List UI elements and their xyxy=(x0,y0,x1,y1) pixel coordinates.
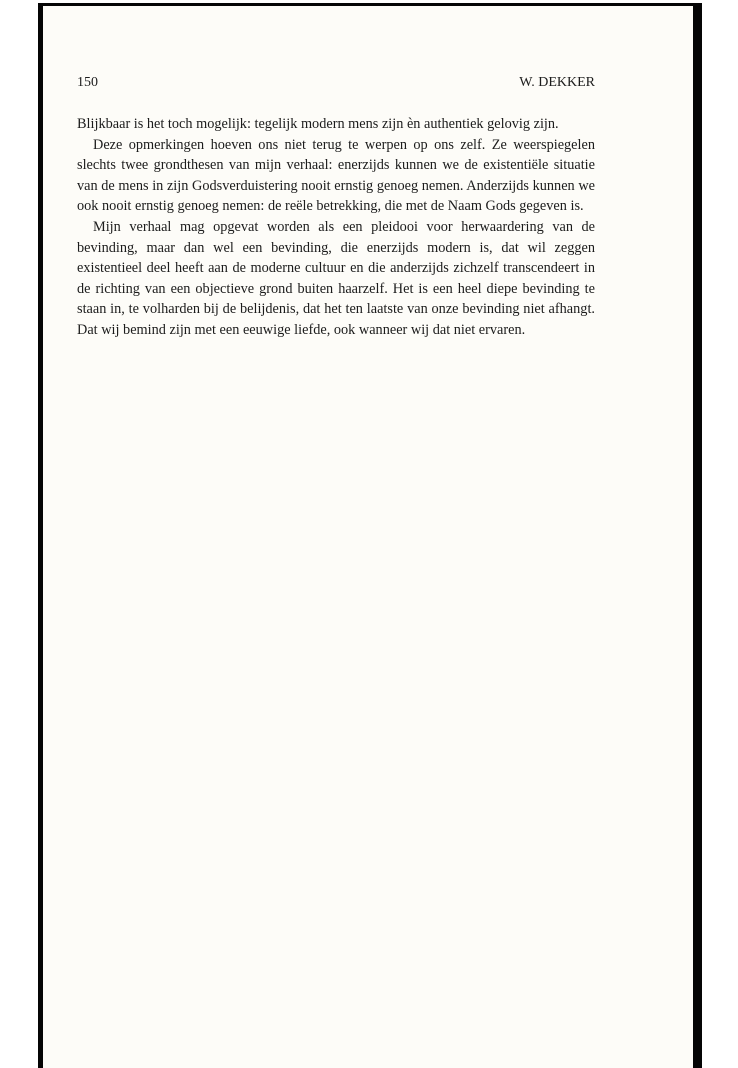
paragraph-3: Mijn verhaal mag opgevat worden als een pleidooi voor herwaardering van de bevinding, maar dan wel een bevinding, die enerzijds modern is, dat wil zeggen existentieel deel heeft aan de moderne cultuur en die anderzijds zichzelf transcendeert in de richting van een objectieve grond buiten haarzelf. Het is een heel diepe bevinding te staan in, te volharden bij de belijdenis, dat het ten laatste van onze bevinding niet afhangt. Dat wij bemind zijn met een eeuwige liefde, ook wanneer wij dat niet ervaren. xyxy=(77,218,595,338)
running-head xyxy=(77,75,595,95)
paragraph-2: Deze opmerkingen hoeven ons niet terug te werpen op ons zelf. Ze weerspiegelen slechts twee grondthesen van mijn verhaal: enerzijds kunnen we de existentiële situatie van de mens in zijn Godsverduistering nooit ernstig genoeg nemen. Anderzijds kunnen we ook nooit ernstig genoeg nemen: de reële betrekking, die met de Naam Gods gegeven is. xyxy=(77,136,595,215)
page-number: 150 xyxy=(77,75,98,90)
body-text xyxy=(77,114,595,341)
paragraph-1: Blijkbaar is het toch mogelijk: tegelijk modern mens zijn èn authentiek gelovig zijn. xyxy=(77,116,559,132)
running-head-author: W. DEKKER xyxy=(519,75,595,90)
